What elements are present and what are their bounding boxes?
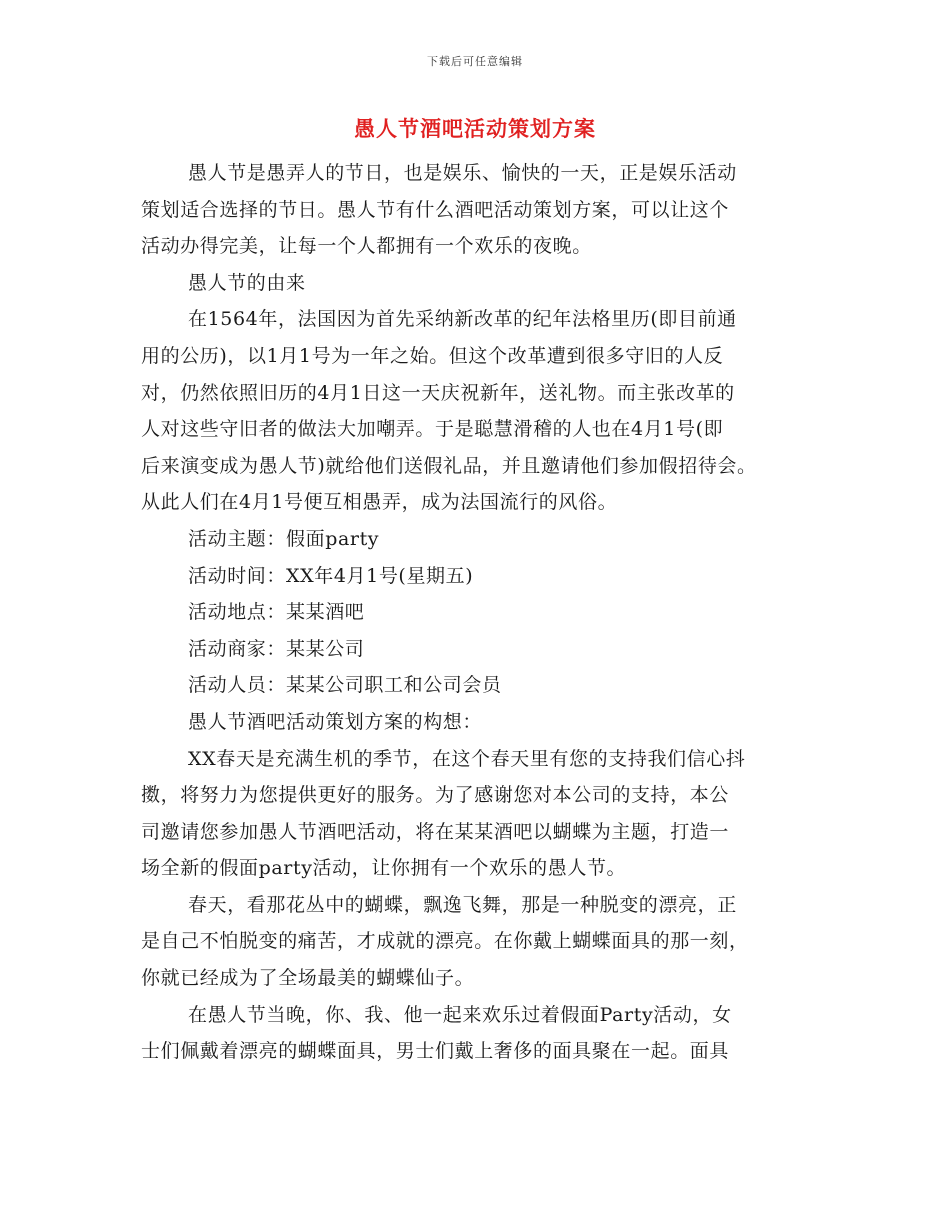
text-line: 活动地点：某某酒吧 (188, 601, 365, 624)
text-line: 春天，看那花丛中的蝴蝶，飘逸飞舞，那是一种脱变的漂亮，正 (188, 893, 737, 916)
text-line: 你就已经成为了全场最美的蝴蝶仙子。 (141, 967, 475, 990)
text-line: 愚人节是愚弄人的节日，也是娱乐、愉快的一天，正是娱乐活动 (188, 162, 737, 184)
text-line: 人对这些守旧者的做法大加嘲弄。于是聪慧滑稽的人也在4月1号(即 (141, 418, 724, 441)
text-line: 在1564年，法国因为首先采纳新改革的纪年法格里历(即目前通 (188, 308, 737, 331)
text-line: 士们佩戴着漂亮的蝴蝶面具，男士们戴上奢侈的面具聚在一起。面具 (141, 1040, 730, 1063)
text-line: 活动时间：XX年4月1号(星期五) (188, 564, 474, 587)
text-line: 活动人员：某某公司职工和公司会员 (188, 674, 502, 697)
text-line: 是自己不怕脱变的痛苦，才成就的漂亮。在你戴上蝴蝶面具的那一刻， (141, 930, 749, 953)
text-line: 愚人节酒吧活动策划方案的构想： (188, 710, 483, 733)
text-line: 从此人们在4月1号便互相愚弄，成为法国流行的风俗。 (141, 491, 618, 514)
text-line: 活动商家：某某公司 (188, 637, 365, 660)
text-line: 场全新的假面party活动，让你拥有一个欢乐的愚人节。 (141, 857, 627, 880)
text-line: 后来演变成为愚人节)就给他们送假礼品，并且邀请他们参加假招待会。 (141, 454, 757, 477)
document-body (141, 155, 821, 1070)
document-title: 愚人节酒吧活动策划方案 (354, 116, 596, 141)
text-line: 活动主题：假面party (188, 527, 380, 550)
header-note: 下载后可任意编辑 (427, 55, 523, 68)
text-line: 用的公历)，以1月1号为一年之始。但这个改革遭到很多守旧的人反 (141, 344, 724, 367)
text-line: 对，仍然依照旧历的4月1日这一天庆祝新年，送礼物。而主张改革的 (141, 381, 735, 404)
text-line: XX春天是充满生机的季节，在这个春天里有您的支持我们信心抖 (188, 747, 746, 770)
text-line: 司邀请您参加愚人节酒吧活动，将在某某酒吧以蝴蝶为主题，打造一 (141, 820, 730, 843)
text-line: 擞，将努力为您提供更好的服务。为了感谢您对本公司的支持，本公 (141, 784, 730, 807)
text-line: 愚人节的由来 (188, 271, 306, 294)
text-line: 策划适合选择的节日。愚人节有什么酒吧活动策划方案，可以让这个 (141, 198, 730, 221)
text-line: 活动办得完美，让每一个人都拥有一个欢乐的夜晚。 (141, 235, 592, 258)
text-line: 在愚人节当晚，你、我、他一起来欢乐过着假面Party活动，女 (188, 1003, 732, 1026)
